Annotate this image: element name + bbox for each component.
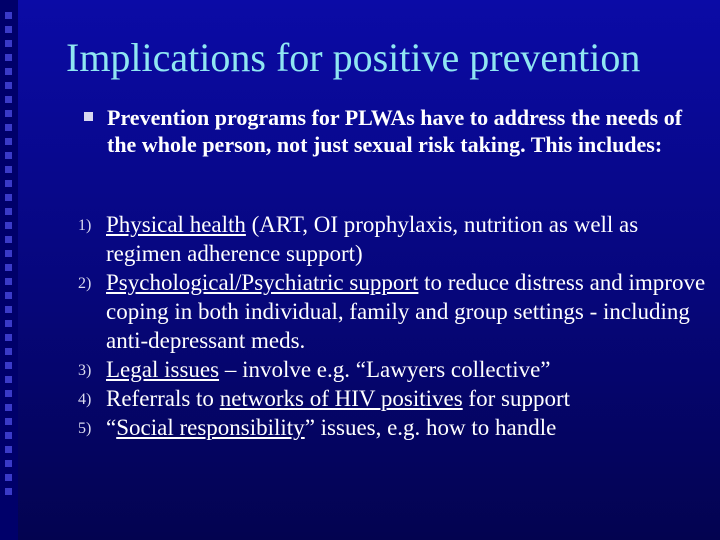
decor-square (5, 236, 12, 243)
decor-square (5, 194, 12, 201)
list-item-text: “Social responsibility” issues, e.g. how to handle (106, 415, 557, 440)
decor-square (5, 110, 12, 117)
underlined-term: Psychological/Psychiatric support (106, 270, 419, 295)
decor-square (5, 12, 12, 19)
decor-square (5, 362, 12, 369)
decor-square (5, 292, 12, 299)
decor-square (5, 418, 12, 425)
decor-square (5, 40, 12, 47)
slide-title: Implications for positive prevention (66, 35, 641, 80)
list-item-number: 5) (78, 420, 92, 437)
decor-square (5, 404, 12, 411)
decor-square (5, 432, 12, 439)
list-item-number: 4) (78, 391, 92, 408)
decor-square (5, 460, 12, 467)
underlined-term: Social responsibility (116, 415, 305, 440)
list-item (78, 413, 708, 442)
decor-square (5, 306, 12, 313)
list-item (78, 268, 708, 355)
decor-square (5, 208, 12, 215)
decor-square (5, 124, 12, 131)
decor-square (5, 278, 12, 285)
decor-square (5, 54, 12, 61)
decor-square (5, 320, 12, 327)
list-item-number: 3) (78, 362, 92, 379)
decor-square (5, 138, 12, 145)
list-item-text: Psychological/Psychiatric support to reduce distress and improve coping in both individual, family and group settings - including anti-depressant meds. (106, 270, 706, 353)
underlined-term: Physical health (106, 212, 246, 237)
decor-square (5, 82, 12, 89)
decor-square (5, 166, 12, 173)
square-bullet-icon (84, 112, 93, 121)
decor-square (5, 222, 12, 229)
list-item (78, 384, 708, 413)
underlined-term: networks of HIV positives (219, 386, 463, 411)
decor-square (5, 96, 12, 103)
list-item-number: 2) (78, 275, 92, 292)
numbered-list (78, 210, 708, 442)
decor-square (5, 68, 12, 75)
list-item (78, 210, 708, 268)
decor-square (5, 376, 12, 383)
decor-square (5, 446, 12, 453)
decor-square (5, 250, 12, 257)
decor-square (5, 348, 12, 355)
decor-square (5, 264, 12, 271)
decor-square (5, 180, 12, 187)
decor-square (5, 334, 12, 341)
decor-square (5, 390, 12, 397)
intro-bullet (84, 104, 684, 158)
decor-square (5, 152, 12, 159)
decor-square (5, 488, 12, 495)
decor-square (5, 26, 12, 33)
intro-bullet-text: Prevention programs for PLWAs have to address the needs of the whole person, not just sexual risk taking. This includes: (107, 105, 683, 157)
underlined-term: Legal issues (106, 357, 220, 382)
list-item-text: Legal issues – involve e.g. “Lawyers collective” (106, 357, 551, 382)
list-item-number: 1) (78, 217, 92, 234)
decor-square (5, 474, 12, 481)
decorative-left-strip (0, 0, 18, 540)
list-item-text: Physical health (ART, OI prophylaxis, nutrition as well as regimen adherence support) (106, 212, 639, 266)
list-item-text: Referrals to networks of HIV positives for support (106, 386, 570, 411)
list-item (78, 355, 708, 384)
